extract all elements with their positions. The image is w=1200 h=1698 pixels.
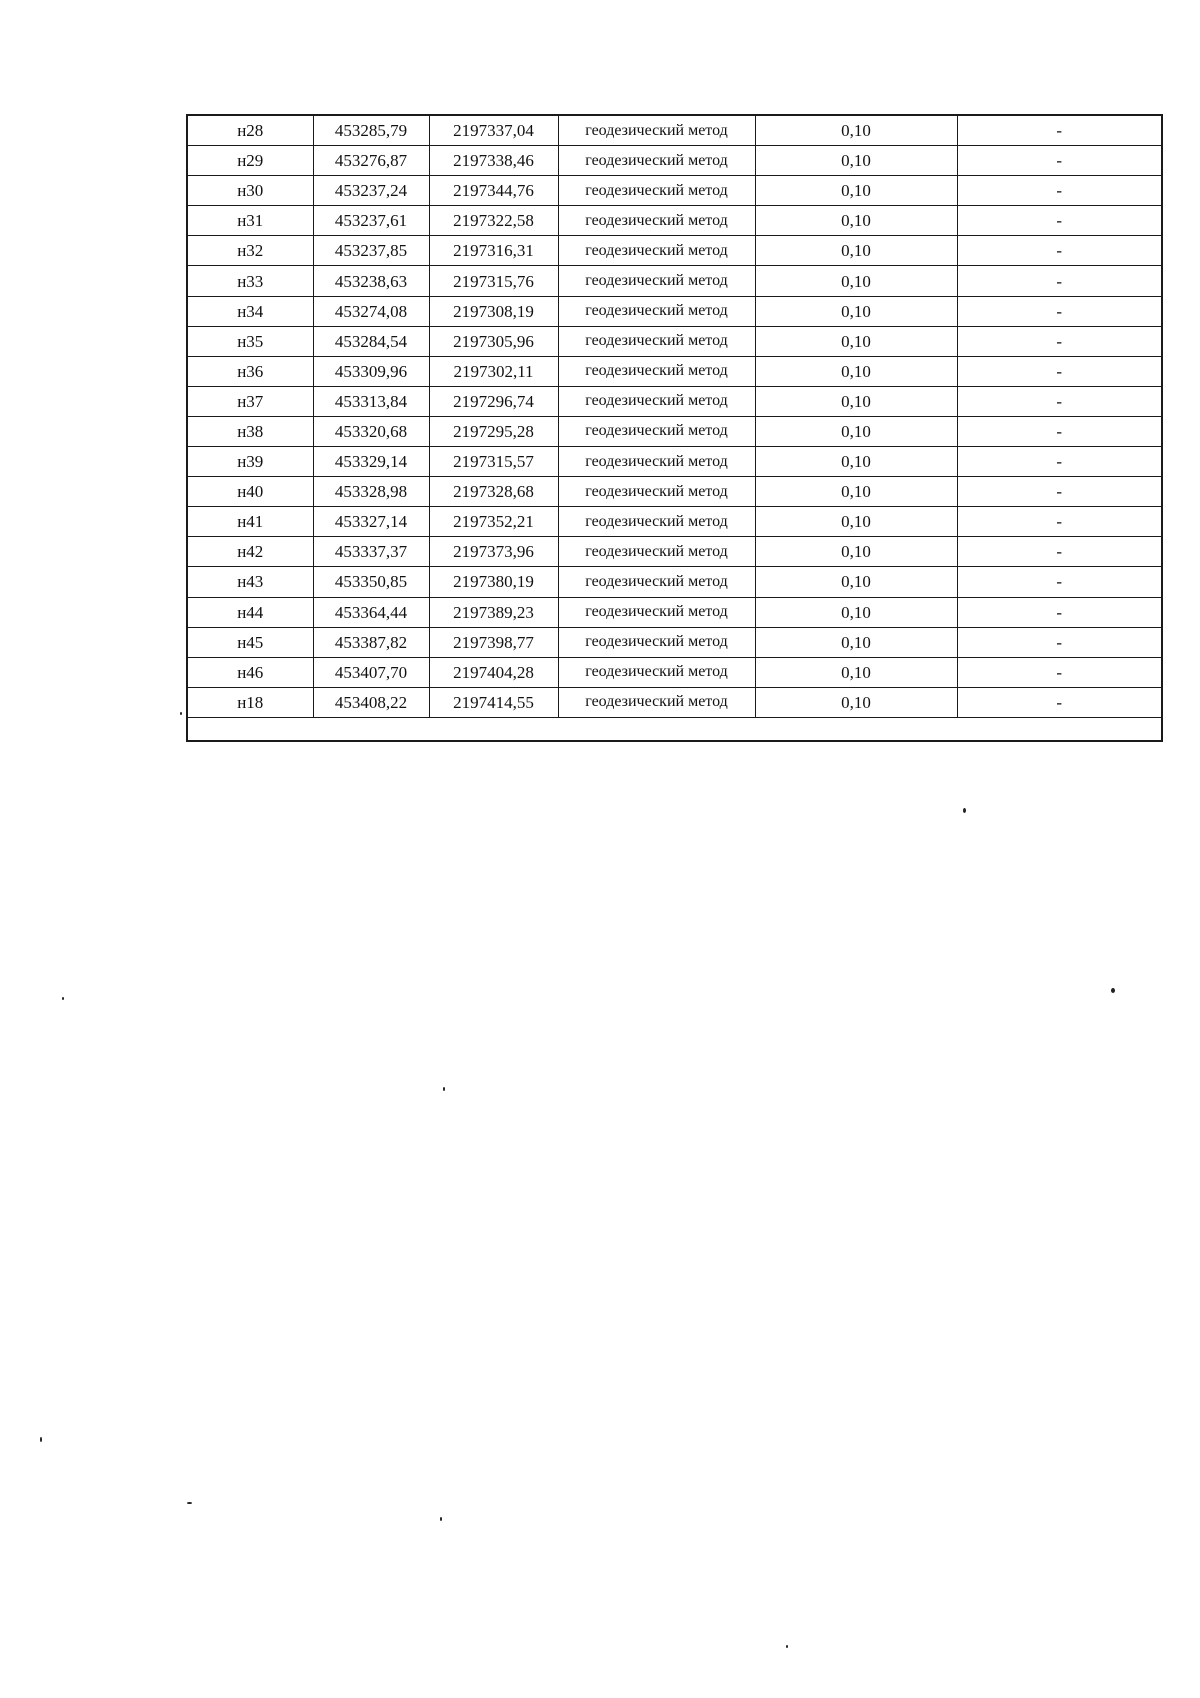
description-cell: - [957, 657, 1162, 687]
table-row [187, 537, 1162, 567]
table-row [187, 326, 1162, 356]
point-id-cell: н34 [187, 296, 313, 326]
table-row [187, 266, 1162, 296]
x-coordinate-cell: 453285,79 [313, 115, 429, 146]
method-cell: геодезический метод [558, 386, 755, 416]
method-cell: геодезический метод [558, 416, 755, 446]
x-coordinate-cell: 453387,82 [313, 627, 429, 657]
method-cell: геодезический метод [558, 236, 755, 266]
description-cell: - [957, 416, 1162, 446]
method-cell: геодезический метод [558, 326, 755, 356]
point-id-cell: н33 [187, 266, 313, 296]
x-coordinate-cell: 453276,87 [313, 146, 429, 176]
x-coordinate-cell: 453320,68 [313, 416, 429, 446]
point-id-cell: н41 [187, 507, 313, 537]
description-cell: - [957, 537, 1162, 567]
coordinates-table [186, 114, 1163, 742]
y-coordinate-cell: 2197322,58 [429, 206, 558, 236]
table-row [187, 507, 1162, 537]
table-row [187, 477, 1162, 507]
x-coordinate-cell: 453284,54 [313, 326, 429, 356]
description-cell: - [957, 597, 1162, 627]
accuracy-cell: 0,10 [755, 266, 957, 296]
point-id-cell: н46 [187, 657, 313, 687]
point-id-cell: н38 [187, 416, 313, 446]
accuracy-cell: 0,10 [755, 356, 957, 386]
x-coordinate-cell: 453407,70 [313, 657, 429, 687]
accuracy-cell: 0,10 [755, 176, 957, 206]
point-id-cell: н18 [187, 687, 313, 717]
x-coordinate-cell: 453237,24 [313, 176, 429, 206]
accuracy-cell: 0,10 [755, 657, 957, 687]
accuracy-cell: 0,10 [755, 206, 957, 236]
point-id-cell: н36 [187, 356, 313, 386]
method-cell: геодезический метод [558, 176, 755, 206]
method-cell: геодезический метод [558, 206, 755, 236]
y-coordinate-cell: 2197373,96 [429, 537, 558, 567]
y-coordinate-cell: 2197337,04 [429, 115, 558, 146]
point-id-cell: н28 [187, 115, 313, 146]
accuracy-cell: 0,10 [755, 567, 957, 597]
accuracy-cell: 0,10 [755, 296, 957, 326]
description-cell: - [957, 627, 1162, 657]
method-cell: геодезический метод [558, 687, 755, 717]
method-cell: геодезический метод [558, 537, 755, 567]
accuracy-cell: 0,10 [755, 447, 957, 477]
scan-speck [62, 997, 64, 1000]
x-coordinate-cell: 453237,85 [313, 236, 429, 266]
point-id-cell: н37 [187, 386, 313, 416]
scan-speck [440, 1517, 442, 1521]
empty-table-row [187, 717, 1162, 741]
y-coordinate-cell: 2197308,19 [429, 296, 558, 326]
scan-speck [187, 1502, 192, 1504]
y-coordinate-cell: 2197296,74 [429, 386, 558, 416]
scan-speck [443, 1087, 445, 1091]
table-row [187, 115, 1162, 146]
x-coordinate-cell: 453337,37 [313, 537, 429, 567]
point-id-cell: н42 [187, 537, 313, 567]
point-id-cell: н31 [187, 206, 313, 236]
empty-cell [187, 717, 1162, 741]
accuracy-cell: 0,10 [755, 115, 957, 146]
table-row [187, 416, 1162, 446]
scan-speck [786, 1645, 788, 1648]
table-row [187, 296, 1162, 326]
description-cell: - [957, 447, 1162, 477]
y-coordinate-cell: 2197315,76 [429, 266, 558, 296]
y-coordinate-cell: 2197338,46 [429, 146, 558, 176]
y-coordinate-cell: 2197398,77 [429, 627, 558, 657]
point-id-cell: н40 [187, 477, 313, 507]
table-row [187, 146, 1162, 176]
y-coordinate-cell: 2197328,68 [429, 477, 558, 507]
x-coordinate-cell: 453328,98 [313, 477, 429, 507]
description-cell: - [957, 115, 1162, 146]
description-cell: - [957, 386, 1162, 416]
accuracy-cell: 0,10 [755, 326, 957, 356]
x-coordinate-cell: 453408,22 [313, 687, 429, 717]
description-cell: - [957, 176, 1162, 206]
method-cell: геодезический метод [558, 627, 755, 657]
scan-speck [963, 808, 966, 813]
coordinates-table-body [187, 115, 1162, 741]
accuracy-cell: 0,10 [755, 146, 957, 176]
method-cell: геодезический метод [558, 296, 755, 326]
description-cell: - [957, 477, 1162, 507]
accuracy-cell: 0,10 [755, 627, 957, 657]
accuracy-cell: 0,10 [755, 507, 957, 537]
y-coordinate-cell: 2197414,55 [429, 687, 558, 717]
point-id-cell: н44 [187, 597, 313, 627]
table-row [187, 236, 1162, 266]
x-coordinate-cell: 453364,44 [313, 597, 429, 627]
accuracy-cell: 0,10 [755, 597, 957, 627]
table-row [187, 627, 1162, 657]
y-coordinate-cell: 2197344,76 [429, 176, 558, 206]
accuracy-cell: 0,10 [755, 477, 957, 507]
description-cell: - [957, 236, 1162, 266]
description-cell: - [957, 296, 1162, 326]
y-coordinate-cell: 2197380,19 [429, 567, 558, 597]
y-coordinate-cell: 2197404,28 [429, 657, 558, 687]
method-cell: геодезический метод [558, 597, 755, 627]
table-row [187, 206, 1162, 236]
accuracy-cell: 0,10 [755, 236, 957, 266]
point-id-cell: н29 [187, 146, 313, 176]
y-coordinate-cell: 2197305,96 [429, 326, 558, 356]
description-cell: - [957, 206, 1162, 236]
method-cell: геодезический метод [558, 115, 755, 146]
table-row [187, 386, 1162, 416]
scan-speck [180, 712, 182, 715]
point-id-cell: н43 [187, 567, 313, 597]
x-coordinate-cell: 453329,14 [313, 447, 429, 477]
description-cell: - [957, 266, 1162, 296]
method-cell: геодезический метод [558, 477, 755, 507]
accuracy-cell: 0,10 [755, 687, 957, 717]
x-coordinate-cell: 453309,96 [313, 356, 429, 386]
table-row [187, 176, 1162, 206]
point-id-cell: н45 [187, 627, 313, 657]
accuracy-cell: 0,10 [755, 416, 957, 446]
x-coordinate-cell: 453274,08 [313, 296, 429, 326]
table-row [187, 567, 1162, 597]
description-cell: - [957, 326, 1162, 356]
method-cell: геодезический метод [558, 356, 755, 386]
table-row [187, 687, 1162, 717]
point-id-cell: н39 [187, 447, 313, 477]
method-cell: геодезический метод [558, 567, 755, 597]
accuracy-cell: 0,10 [755, 386, 957, 416]
x-coordinate-cell: 453350,85 [313, 567, 429, 597]
table-row [187, 657, 1162, 687]
description-cell: - [957, 507, 1162, 537]
x-coordinate-cell: 453237,61 [313, 206, 429, 236]
point-id-cell: н32 [187, 236, 313, 266]
description-cell: - [957, 687, 1162, 717]
method-cell: геодезический метод [558, 657, 755, 687]
y-coordinate-cell: 2197352,21 [429, 507, 558, 537]
x-coordinate-cell: 453238,63 [313, 266, 429, 296]
scan-speck [40, 1437, 42, 1442]
y-coordinate-cell: 2197302,11 [429, 356, 558, 386]
method-cell: геодезический метод [558, 266, 755, 296]
y-coordinate-cell: 2197389,23 [429, 597, 558, 627]
x-coordinate-cell: 453313,84 [313, 386, 429, 416]
method-cell: геодезический метод [558, 447, 755, 477]
description-cell: - [957, 146, 1162, 176]
point-id-cell: н30 [187, 176, 313, 206]
table-row [187, 356, 1162, 386]
table-row [187, 447, 1162, 477]
point-id-cell: н35 [187, 326, 313, 356]
table-row [187, 597, 1162, 627]
method-cell: геодезический метод [558, 146, 755, 176]
y-coordinate-cell: 2197316,31 [429, 236, 558, 266]
x-coordinate-cell: 453327,14 [313, 507, 429, 537]
scan-speck [1111, 988, 1115, 993]
method-cell: геодезический метод [558, 507, 755, 537]
y-coordinate-cell: 2197295,28 [429, 416, 558, 446]
description-cell: - [957, 356, 1162, 386]
accuracy-cell: 0,10 [755, 537, 957, 567]
y-coordinate-cell: 2197315,57 [429, 447, 558, 477]
description-cell: - [957, 567, 1162, 597]
